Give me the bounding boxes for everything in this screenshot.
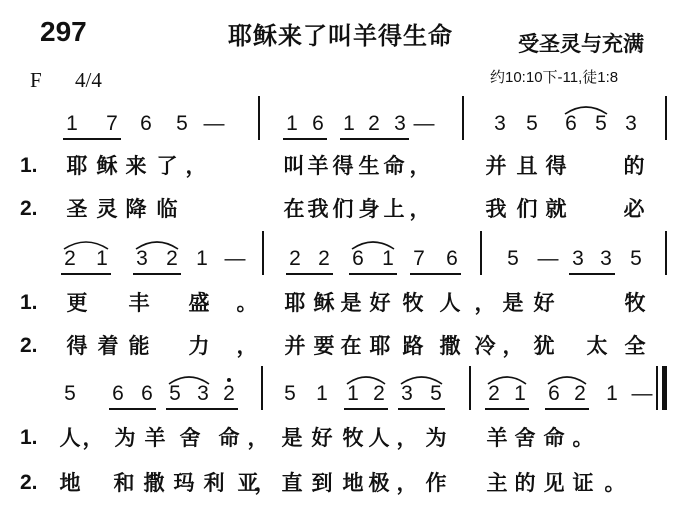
lyric-syllable: 撒: [143, 471, 165, 495]
lyric-syllable: 能: [128, 334, 150, 358]
note: —: [203, 112, 225, 135]
eighth-note-underline: [410, 273, 461, 275]
lyric-syllable: 羊: [486, 426, 508, 450]
barline: [665, 96, 667, 140]
note: 3: [136, 247, 148, 270]
note: 5: [64, 382, 76, 405]
barline: [258, 96, 260, 140]
note: 3: [197, 382, 209, 405]
barline: [665, 231, 667, 275]
verse-number: 2.: [20, 471, 38, 494]
eighth-note-underline: [283, 138, 327, 140]
note: 5: [430, 382, 442, 405]
note: 1: [514, 382, 526, 405]
lyric-syllable: ，: [502, 334, 524, 358]
note: 1: [286, 112, 298, 135]
note: 2: [166, 247, 178, 270]
lyric-syllable: 冷: [474, 334, 496, 358]
lyric-syllable: 为: [114, 426, 136, 450]
lyric-syllable: 主: [486, 471, 508, 495]
note: 6: [446, 247, 458, 270]
lyric-syllable: 命: [218, 426, 240, 450]
lyric-syllable: 玛: [173, 471, 195, 495]
note: —: [631, 382, 653, 405]
lyric-syllable: 作: [425, 471, 447, 495]
lyric-syllable: 耶: [66, 154, 88, 178]
eighth-note-underline: [61, 273, 111, 275]
lyric-syllable: 证: [572, 471, 594, 495]
note: 3: [401, 382, 413, 405]
lyric-syllable: 灵: [96, 197, 118, 221]
lyric-syllable: 羊: [144, 426, 166, 450]
eighth-note-underline: [286, 273, 333, 275]
lyric-syllable: 好: [311, 426, 333, 450]
note: 5: [169, 382, 181, 405]
lyric-syllable: 命: [383, 154, 405, 178]
note: 1: [382, 247, 394, 270]
lyric-syllable: 犹: [533, 334, 555, 358]
eighth-note-underline: [485, 408, 529, 410]
final-barline: [662, 366, 667, 410]
lyric-syllable: 们: [516, 197, 538, 221]
high-octave-dot: [227, 378, 231, 382]
lyric-syllable: 我: [485, 197, 507, 221]
note: 6: [112, 382, 124, 405]
lyric-syllable: ，: [474, 291, 496, 315]
lyric-syllable: 且: [516, 154, 538, 178]
note: 1: [343, 112, 355, 135]
verse-number: 1.: [20, 291, 38, 314]
eighth-note-underline: [398, 408, 445, 410]
lyric-syllable: 撒: [439, 334, 461, 358]
lyric-syllable: 丰: [128, 291, 150, 315]
lyric-syllable: 为: [425, 426, 447, 450]
note: 7: [413, 247, 425, 270]
note: 6: [312, 112, 324, 135]
verse-number: 2.: [20, 197, 38, 220]
lyric-syllable: 更: [66, 291, 88, 315]
barline: [262, 231, 264, 275]
note: 1: [606, 382, 618, 405]
hymn-title: 耶稣来了叫羊得生命: [228, 22, 453, 50]
lyric-syllable: 身: [358, 197, 380, 221]
lyric-syllable: 耶: [284, 291, 306, 315]
note: 6: [352, 247, 364, 270]
barline: [469, 366, 471, 410]
lyric-syllable: 好: [369, 291, 391, 315]
lyric-syllable: 亚: [237, 471, 259, 495]
note: 6: [565, 112, 577, 135]
note: 1: [347, 382, 359, 405]
lyric-syllable: 我: [307, 197, 329, 221]
note: 2: [289, 247, 301, 270]
lyric-syllable: ，: [254, 471, 276, 495]
lyric-syllable: 牧: [402, 291, 424, 315]
lyric-syllable: 羊: [307, 154, 329, 178]
note: 1: [316, 382, 328, 405]
eighth-note-underline: [63, 138, 121, 140]
lyric-syllable: 极: [368, 471, 390, 495]
lyric-syllable: 。: [572, 426, 594, 450]
barline: [480, 231, 482, 275]
lyric-syllable: 盛: [188, 291, 210, 315]
lyric-syllable: 人: [59, 426, 81, 450]
note: —: [224, 247, 246, 270]
lyric-syllable: ，: [396, 426, 418, 450]
lyric-syllable: 。: [604, 471, 626, 495]
lyric-syllable: ，: [185, 154, 207, 178]
note: 6: [141, 382, 153, 405]
lyric-syllable: 全: [624, 334, 646, 358]
eighth-note-underline: [133, 273, 181, 275]
note: 7: [106, 112, 118, 135]
eighth-note-underline: [545, 408, 589, 410]
note: 2: [373, 382, 385, 405]
lyric-syllable: 并: [284, 334, 306, 358]
lyric-syllable: 命: [543, 426, 565, 450]
lyric-syllable: 降: [125, 197, 147, 221]
lyric-syllable: 们: [332, 197, 354, 221]
note: 5: [526, 112, 538, 135]
lyric-syllable: 并: [485, 154, 507, 178]
lyric-syllable: 到: [311, 471, 333, 495]
note: 6: [140, 112, 152, 135]
note: 5: [176, 112, 188, 135]
eighth-note-underline: [344, 408, 388, 410]
lyric-syllable: 力: [188, 334, 210, 358]
lyric-syllable: 牧: [624, 291, 646, 315]
lyric-syllable: 得: [66, 334, 88, 358]
lyric-syllable: 直: [281, 471, 303, 495]
lyric-syllable: 舍: [514, 426, 536, 450]
lyric-syllable: 是: [340, 291, 362, 315]
time-signature: 4/4: [75, 68, 102, 92]
lyric-syllable: 了: [156, 154, 178, 178]
lyric-syllable: 稣: [313, 291, 335, 315]
lyric-syllable: 在: [283, 197, 305, 221]
key-signature: F: [30, 68, 42, 92]
note: 3: [625, 112, 637, 135]
lyric-syllable: 舍: [179, 426, 201, 450]
lyric-syllable: ，: [409, 197, 431, 221]
lyric-syllable: 是: [281, 426, 303, 450]
lyric-syllable: 是: [502, 291, 524, 315]
lyric-syllable: 临: [156, 197, 178, 221]
lyric-syllable: 太: [586, 334, 608, 358]
lyric-syllable: 利: [203, 471, 225, 495]
barline: [462, 96, 464, 140]
lyric-syllable: 要: [313, 334, 335, 358]
note: 3: [572, 247, 584, 270]
lyric-syllable: ，: [409, 154, 431, 178]
verse-number: 2.: [20, 334, 38, 357]
note: 3: [494, 112, 506, 135]
lyric-syllable: 和: [113, 471, 135, 495]
note: 5: [630, 247, 642, 270]
note: 6: [548, 382, 560, 405]
lyric-syllable: 叫: [283, 154, 305, 178]
note: 1: [66, 112, 78, 135]
note: 3: [600, 247, 612, 270]
note: 2: [223, 382, 235, 405]
lyric-syllable: 圣: [66, 197, 88, 221]
lyric-syllable: 必: [623, 197, 645, 221]
lyric-syllable: ，: [247, 426, 269, 450]
note: 5: [507, 247, 519, 270]
lyric-syllable: 牧: [342, 426, 364, 450]
barline: [261, 366, 263, 410]
lyric-syllable: 得: [332, 154, 354, 178]
lyric-syllable: ，: [82, 426, 104, 450]
scripture-reference: 约10:10下-11,徒1:8: [490, 69, 619, 86]
lyric-syllable: 人: [439, 291, 461, 315]
note: 3: [394, 112, 406, 135]
lyric-syllable: 地: [342, 471, 364, 495]
eighth-note-underline: [166, 408, 238, 410]
barline: [656, 366, 658, 410]
note: 1: [196, 247, 208, 270]
verse-number: 1.: [20, 426, 38, 449]
lyric-syllable: 生: [358, 154, 380, 178]
lyric-syllable: 。: [236, 291, 258, 315]
lyric-syllable: 得: [545, 154, 567, 178]
note: —: [413, 112, 435, 135]
note: 2: [574, 382, 586, 405]
note: —: [537, 247, 559, 270]
lyric-syllable: 人: [368, 426, 390, 450]
lyric-syllable: ，: [396, 471, 418, 495]
eighth-note-underline: [569, 273, 615, 275]
lyric-syllable: 地: [59, 471, 81, 495]
lyric-syllable: 的: [514, 471, 536, 495]
note: 2: [488, 382, 500, 405]
note: 2: [368, 112, 380, 135]
lyric-syllable: ，: [236, 334, 258, 358]
lyric-syllable: 在: [340, 334, 362, 358]
hymn-number: 297: [40, 16, 87, 47]
lyric-syllable: 耶: [369, 334, 391, 358]
lyric-syllable: 稣: [96, 154, 118, 178]
note: 5: [284, 382, 296, 405]
lyric-syllable: 来: [125, 154, 147, 178]
eighth-note-underline: [340, 138, 409, 140]
note: 2: [64, 247, 76, 270]
lyric-syllable: 着: [97, 334, 119, 358]
note: 1: [96, 247, 108, 270]
note: 2: [318, 247, 330, 270]
lyric-syllable: 见: [543, 471, 565, 495]
lyric-syllable: 好: [533, 291, 555, 315]
lyric-syllable: 上: [383, 197, 405, 221]
lyric-syllable: 的: [623, 154, 645, 178]
eighth-note-underline: [349, 273, 397, 275]
lyric-syllable: 路: [402, 334, 424, 358]
eighth-note-underline: [109, 408, 156, 410]
verse-number: 1.: [20, 154, 38, 177]
lyric-syllable: 就: [545, 197, 567, 221]
hymn-subtitle: 受圣灵与充满: [518, 32, 644, 56]
note: 5: [595, 112, 607, 135]
